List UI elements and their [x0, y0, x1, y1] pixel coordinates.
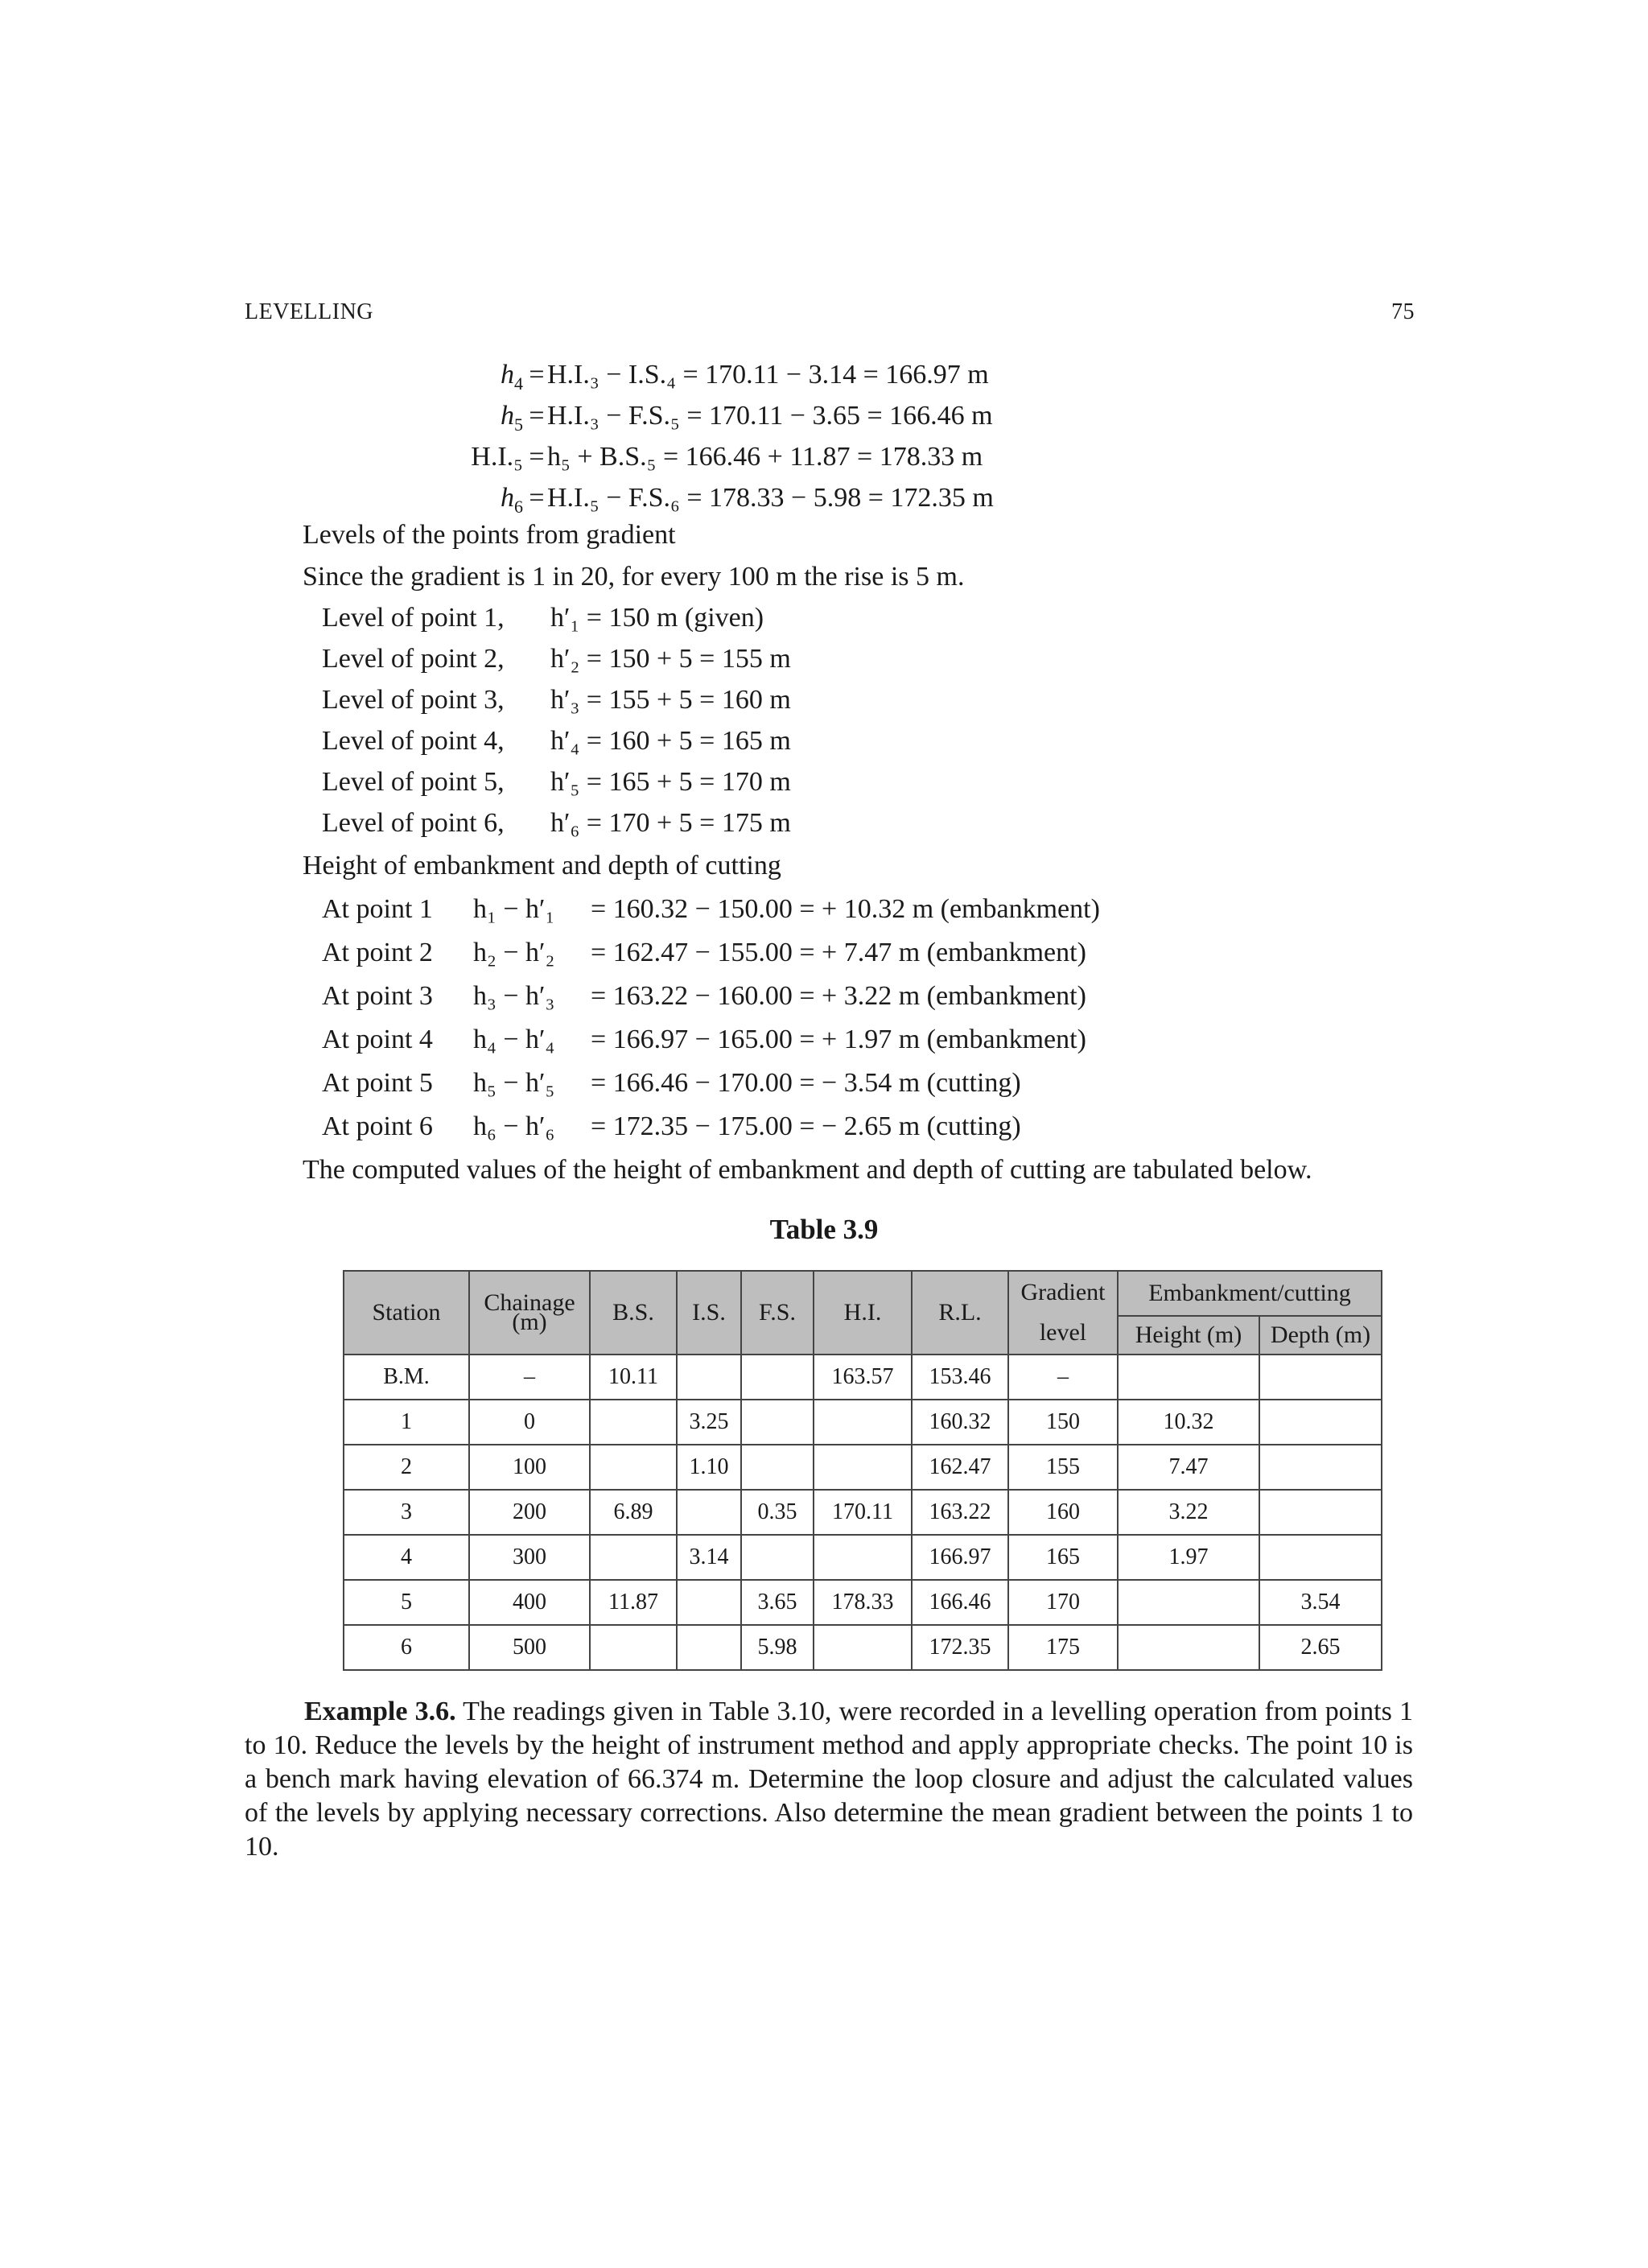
equals-sign: =: [529, 442, 545, 472]
equation-lhs: [330, 482, 523, 517]
table-cell: 10.11: [590, 1355, 677, 1400]
table-cell: 3.22: [1118, 1490, 1259, 1535]
table-cell: 7.47: [1118, 1445, 1259, 1490]
level-expression: h′₆ = 170 + 5 = 175 m: [550, 808, 791, 838]
header-hi: H.I.: [814, 1271, 912, 1355]
table-cell: [741, 1535, 814, 1580]
table-cell: [1118, 1355, 1259, 1400]
point-calculation: = 172.35 − 175.00 = − 2.65 m (cutting): [591, 1111, 1021, 1141]
point-difference: h₄ − h′₄: [473, 1025, 555, 1054]
running-title: LEVELLING: [245, 299, 374, 324]
point-label: At point 4: [322, 1025, 433, 1054]
level-label: Level of point 4,: [322, 726, 505, 756]
point-calculation: = 160.32 − 150.00 = + 10.32 m (embankment): [591, 894, 1100, 924]
table-cell: 155: [1008, 1445, 1118, 1490]
point-difference: h₃ − h′₃: [473, 981, 555, 1011]
point-label: At point 1: [322, 894, 433, 924]
table-body: [344, 1355, 1382, 1670]
example-label: Example 3.6.: [304, 1697, 456, 1726]
equals-sign: =: [529, 360, 545, 390]
equation-lhs-sub: 6: [514, 497, 523, 517]
level-expression: h′₁ = 150 m (given): [550, 603, 764, 633]
gradient-note: Since the gradient is 1 in 20, for every 100 m the rise is 5 m.: [303, 562, 965, 592]
table-cell: 170: [1008, 1580, 1118, 1625]
header-chainage: Chainage (m): [469, 1271, 590, 1355]
table-cell: [814, 1400, 912, 1445]
table-row: [344, 1535, 1382, 1580]
table-cell: [741, 1445, 814, 1490]
level-label: Level of point 3,: [322, 685, 505, 715]
point-calculation: = 166.97 − 165.00 = + 1.97 m (embankment): [591, 1025, 1086, 1054]
equation-lhs: [330, 359, 523, 394]
point-calculation: = 163.22 − 160.00 = + 3.22 m (embankment): [591, 981, 1086, 1011]
level-expression: h′₄ = 160 + 5 = 165 m: [550, 726, 791, 756]
header-rl: R.L.: [912, 1271, 1008, 1355]
table-cell: 5: [344, 1580, 469, 1625]
table-cell: 11.87: [590, 1580, 677, 1625]
point-calculation: = 166.46 − 170.00 = − 3.54 m (cutting): [591, 1068, 1021, 1098]
equation-lhs-sub: 4: [514, 373, 523, 394]
table-cell: 300: [469, 1535, 590, 1580]
table-cell: 1.10: [677, 1445, 741, 1490]
point-difference: h₅ − h′₅: [473, 1068, 555, 1098]
equation-lhs-var: h: [501, 360, 514, 390]
header-depth: Depth (m): [1259, 1316, 1382, 1355]
table-cell: 2.65: [1259, 1625, 1382, 1670]
equation-lhs-var: h: [501, 483, 514, 513]
table-cell: [814, 1535, 912, 1580]
table-cell: 150: [1008, 1400, 1118, 1445]
table-row: [344, 1580, 1382, 1625]
point-label: At point 5: [322, 1068, 433, 1098]
point-difference: h₂ − h′₂: [473, 938, 555, 967]
example-paragraph: [245, 1695, 1413, 1864]
levels-heading: Levels of the points from gradient: [303, 520, 676, 550]
table-cell: 0.35: [741, 1490, 814, 1535]
table-cell: 3.54: [1259, 1580, 1382, 1625]
table-cell: [1259, 1400, 1382, 1445]
table-cell: –: [469, 1355, 590, 1400]
table-row: [344, 1490, 1382, 1535]
table-cell: [1259, 1535, 1382, 1580]
level-expression: h′₂ = 150 + 5 = 155 m: [550, 644, 791, 674]
table-cell: 6: [344, 1625, 469, 1670]
table-cell: 1: [344, 1400, 469, 1445]
level-label: Level of point 1,: [322, 603, 505, 633]
table-cell: 170.11: [814, 1490, 912, 1535]
table-cell: 0: [469, 1400, 590, 1445]
table-cell: 500: [469, 1625, 590, 1670]
level-expression: h′₅ = 165 + 5 = 170 m: [550, 767, 791, 797]
table-cell: [1259, 1490, 1382, 1535]
levels-table: [343, 1270, 1382, 1671]
equation-rhs: H.I.₅ − F.S.₆ = 178.33 − 5.98 = 172.35 m: [547, 483, 994, 513]
table-cell: 166.97: [912, 1535, 1008, 1580]
table-cell: [1259, 1355, 1382, 1400]
header-gradient-level: Gradient level: [1008, 1271, 1118, 1355]
table-cell: [590, 1535, 677, 1580]
header-fs: F.S.: [741, 1271, 814, 1355]
table-cell: 5.98: [741, 1625, 814, 1670]
table-cell: [590, 1625, 677, 1670]
table-cell: 3.14: [677, 1535, 741, 1580]
table-cell: [814, 1445, 912, 1490]
table-cell: 3: [344, 1490, 469, 1535]
equation-lhs: H.I.₅: [471, 442, 523, 472]
point-difference: h₁ − h′₁: [473, 894, 555, 924]
table-cell: 175: [1008, 1625, 1118, 1670]
table-cell: [741, 1400, 814, 1445]
equation-rhs: h₅ + B.S.₅ = 166.46 + 11.87 = 178.33 m: [547, 442, 983, 472]
table-cell: 200: [469, 1490, 590, 1535]
table-cell: 160: [1008, 1490, 1118, 1535]
table-cell: 1.97: [1118, 1535, 1259, 1580]
header-bs: B.S.: [590, 1271, 677, 1355]
table-cell: 153.46: [912, 1355, 1008, 1400]
table-cell: [1259, 1445, 1382, 1490]
table-cell: [814, 1625, 912, 1670]
embankment-heading: Height of embankment and depth of cutting: [303, 851, 781, 880]
point-label: At point 3: [322, 981, 433, 1011]
table-cell: 162.47: [912, 1445, 1008, 1490]
equation-lhs-sub: 5: [514, 414, 523, 435]
table-cell: [677, 1625, 741, 1670]
table-cell: 4: [344, 1535, 469, 1580]
table-cell: [1118, 1625, 1259, 1670]
table-cell: [590, 1400, 677, 1445]
table-row: [344, 1625, 1382, 1670]
table-row: [344, 1355, 1382, 1400]
level-expression: h′₃ = 155 + 5 = 160 m: [550, 685, 791, 715]
header-station: Station: [344, 1271, 469, 1355]
table-caption: Table 3.9: [769, 1214, 879, 1245]
table-cell: [741, 1355, 814, 1400]
equation-lhs: [330, 400, 523, 435]
equals-sign: =: [529, 483, 545, 513]
point-label: At point 2: [322, 938, 433, 967]
table-cell: 2: [344, 1445, 469, 1490]
table-cell: [677, 1580, 741, 1625]
header-height: Height (m): [1118, 1316, 1259, 1355]
table-cell: [1118, 1580, 1259, 1625]
table-cell: 10.32: [1118, 1400, 1259, 1445]
table-cell: 165: [1008, 1535, 1118, 1580]
table-cell: [590, 1445, 677, 1490]
table-cell: 178.33: [814, 1580, 912, 1625]
table-cell: 163.22: [912, 1490, 1008, 1535]
equation-lhs-var: h: [501, 401, 514, 431]
table-cell: 166.46: [912, 1580, 1008, 1625]
point-difference: h₆ − h′₆: [473, 1111, 555, 1141]
equation-rhs: H.I.₃ − I.S.₄ = 170.11 − 3.14 = 166.97 m: [547, 360, 989, 390]
table-cell: 3.65: [741, 1580, 814, 1625]
table-cell: 3.25: [677, 1400, 741, 1445]
table-cell: 172.35: [912, 1625, 1008, 1670]
table-row: [344, 1445, 1382, 1490]
table-cell: 400: [469, 1580, 590, 1625]
point-label: At point 6: [322, 1111, 433, 1141]
table-cell: B.M.: [344, 1355, 469, 1400]
table-cell: 163.57: [814, 1355, 912, 1400]
example-text: The readings given in Table 3.10, were recorded in a levelling operation from points 1 to 10. Reduce the levels by the height of instrument method and apply appropriate checks. The point 10 is a bench mark having elevation of 66.374 m. Determine the loop closure and adjust the calculated values of the levels by applying necessary corrections. Also determine the mean gradient between the points 1 to 10.: [245, 1697, 1413, 1862]
table-row: [344, 1400, 1382, 1445]
page-number: 75: [1391, 299, 1415, 324]
table-cell: –: [1008, 1355, 1118, 1400]
level-label: Level of point 2,: [322, 644, 505, 674]
table-cell: 160.32: [912, 1400, 1008, 1445]
point-calculation: = 162.47 − 155.00 = + 7.47 m (embankment): [591, 938, 1086, 967]
equation-rhs: H.I.₃ − F.S.₅ = 170.11 − 3.65 = 166.46 m: [547, 401, 993, 431]
table-cell: 100: [469, 1445, 590, 1490]
equals-sign: =: [529, 401, 545, 431]
level-label: Level of point 6,: [322, 808, 505, 838]
summary-sentence: The computed values of the height of embankment and depth of cutting are tabulated below.: [303, 1155, 1312, 1185]
table-cell: [677, 1355, 741, 1400]
header-is: I.S.: [677, 1271, 741, 1355]
table-cell: [677, 1490, 741, 1535]
level-label: Level of point 5,: [322, 767, 505, 797]
header-embankment-cutting: Embankment/cutting: [1118, 1271, 1382, 1316]
table-cell: 6.89: [590, 1490, 677, 1535]
